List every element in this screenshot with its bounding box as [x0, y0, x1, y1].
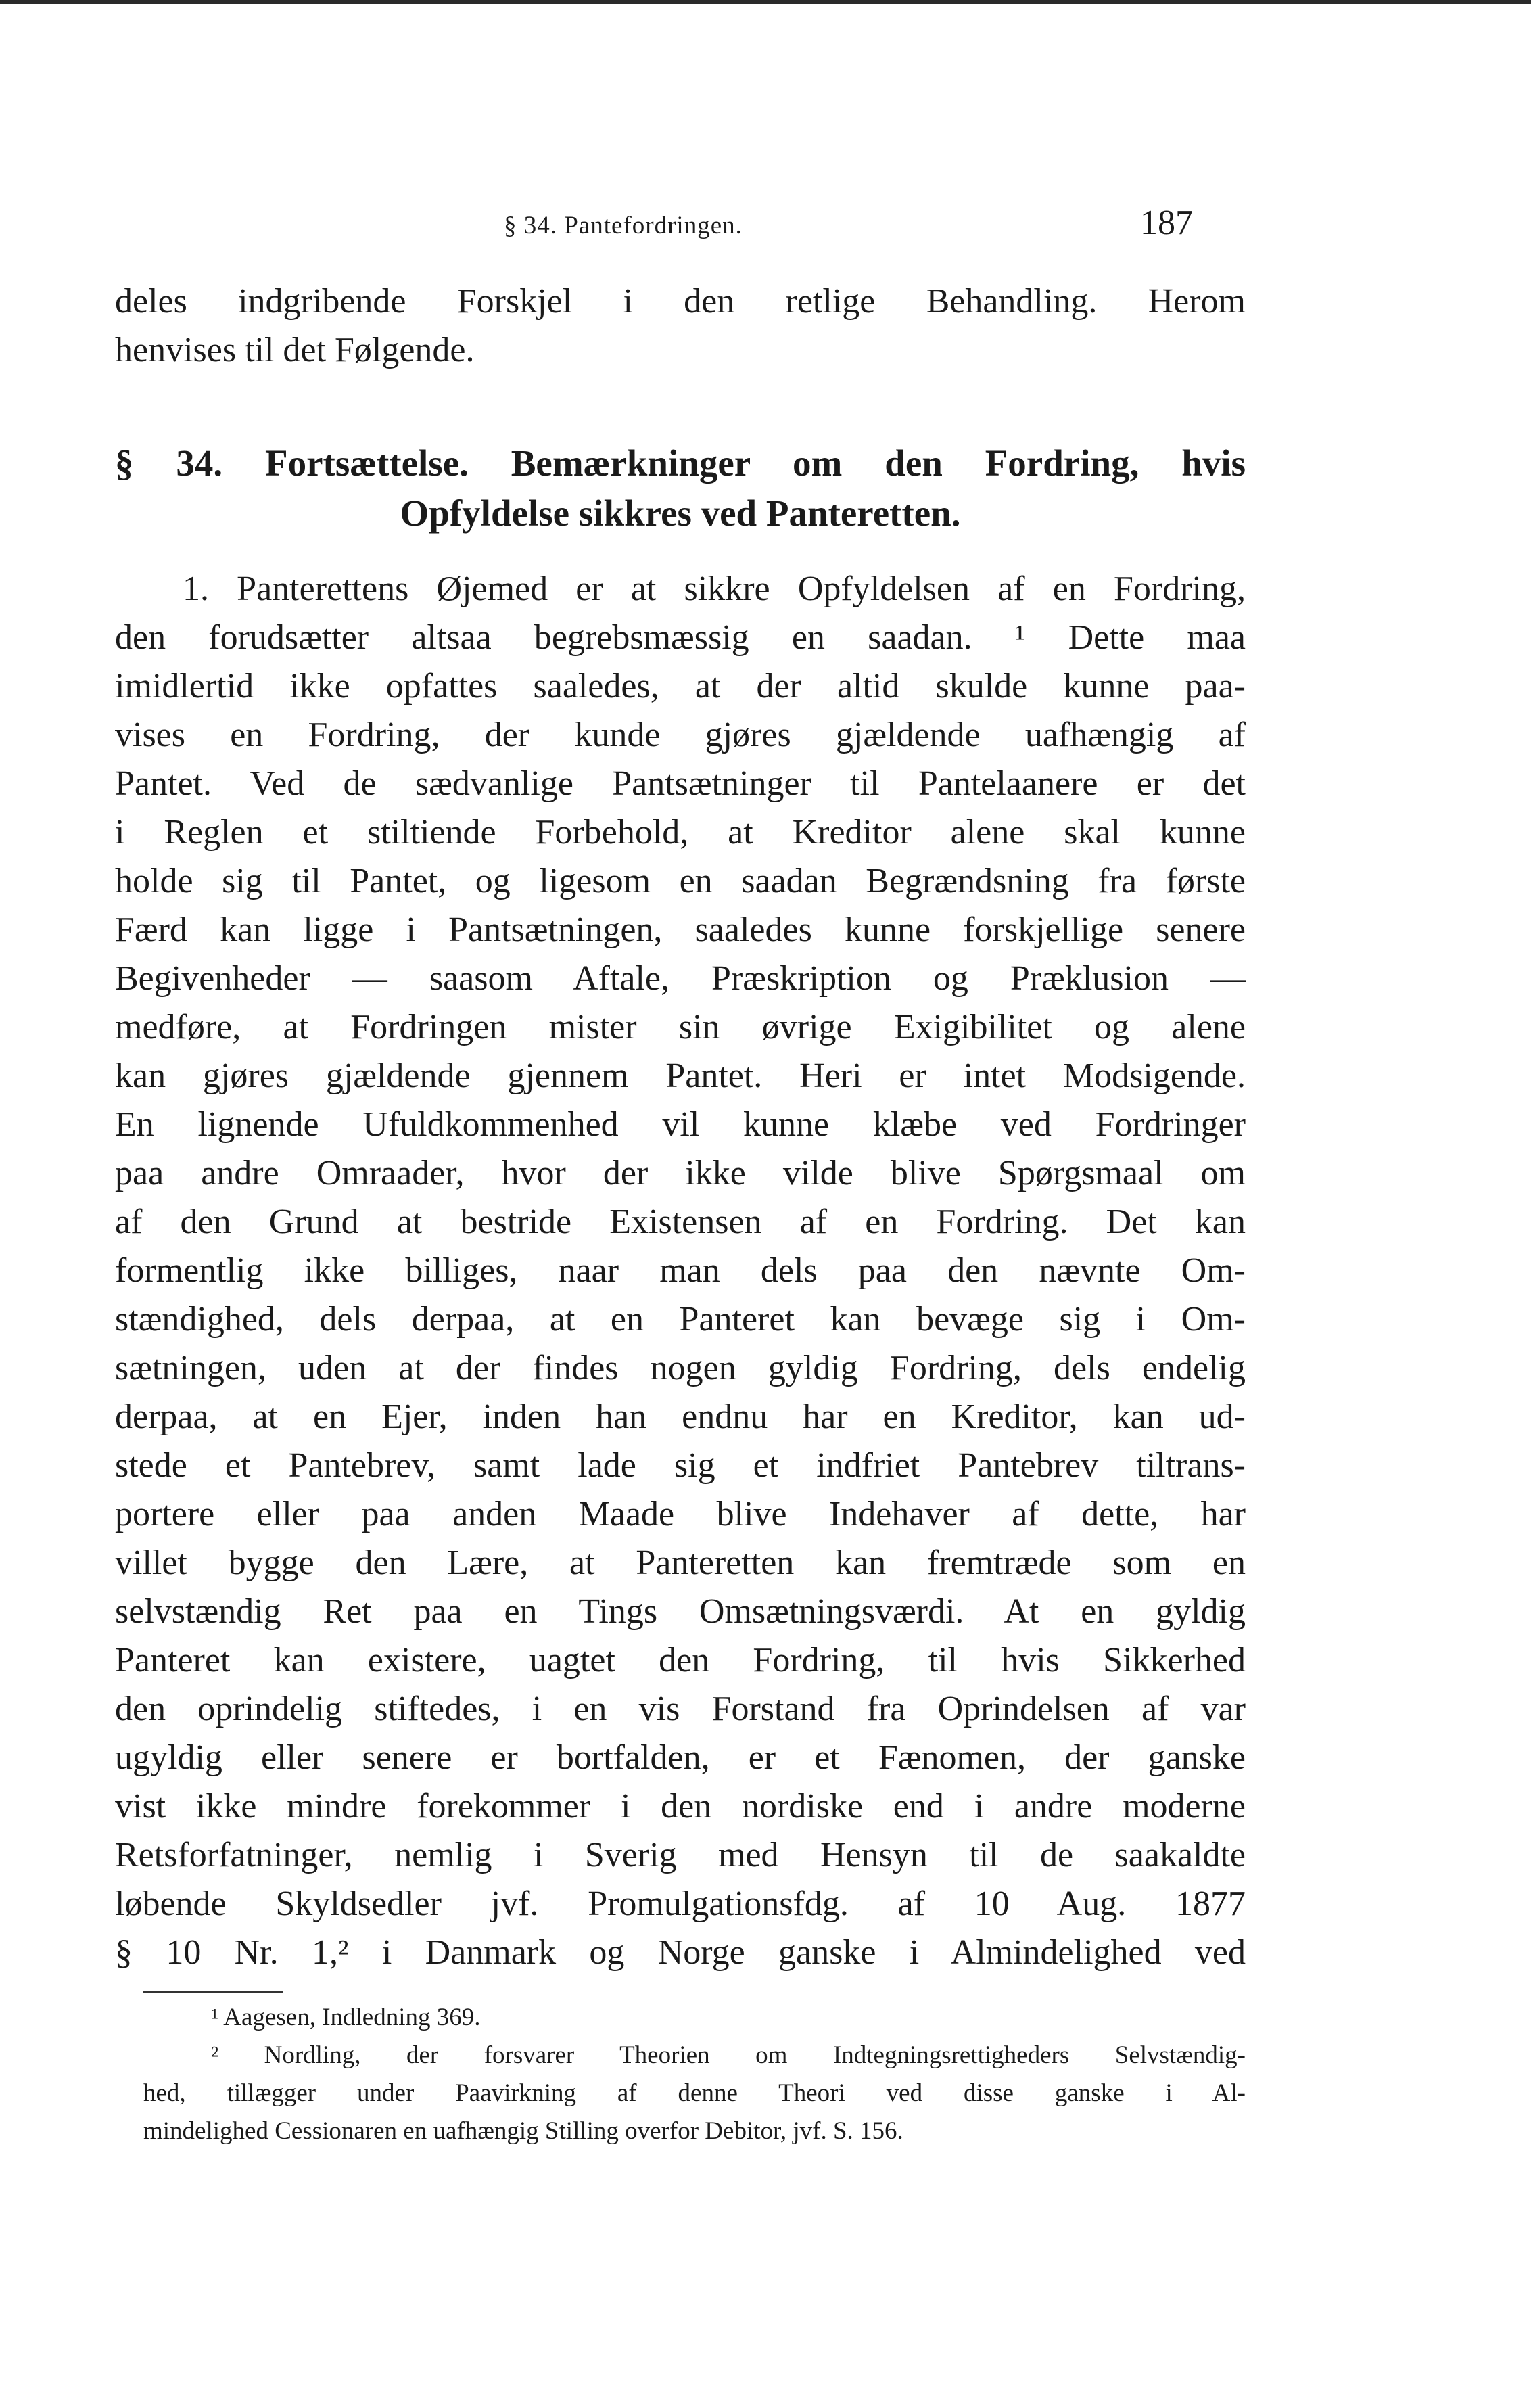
text-line: villet bygge den Lære, at Panteretten kan fremtræde som en	[115, 1544, 1246, 1582]
text-line: sætningen, uden at der findes nogen gyldig Fordring, dels endelig	[115, 1349, 1246, 1387]
text-line: ugyldig eller senere er bortfalden, er et Fænomen, der ganske	[115, 1738, 1246, 1777]
text-line: stede et Pantebrev, samt lade sig et indfriet Pantebrev tiltrans-	[115, 1446, 1246, 1485]
text-line: den oprindelig stiftedes, i en vis Forstand fra Oprindelsen af var	[115, 1690, 1246, 1728]
text-line: af den Grund at bestride Existensen af en Fordring. Det kan	[115, 1203, 1246, 1241]
text-line: § 10 Nr. 1,² i Danmark og Norge ganske i Almindelighed ved	[115, 1933, 1246, 1972]
text-line: Færd kan ligge i Pantsætningen, saaledes kunne forskjellige senere	[115, 910, 1246, 949]
text-line: imidlertid ikke opfattes saaledes, at der altid skulde kunne paa-	[115, 667, 1246, 705]
text-line: paa andre Omraader, hvor der ikke vilde blive Spørgsmaal om	[115, 1154, 1246, 1193]
text-line: 1. Panterettens Øjemed er at sikkre Opfyldelsen af en Fordring,	[183, 570, 1246, 608]
text-line: En lignende Ufuldkommenhed vil kunne klæbe ved Fordringer	[115, 1105, 1246, 1144]
footnote-line: hed, tillægger under Paavirkning af denne Theori ved disse ganske i Al-	[143, 2079, 1246, 2107]
section-heading-line: § 34. Fortsættelse. Bemærkninger om den Fordring, hvis	[115, 442, 1246, 484]
text-line: deles indgribende Forskjel i den retlige Behandling. Herom	[115, 282, 1246, 321]
page-number: 187	[1140, 204, 1193, 242]
footnote-line: mindelighed Cessionaren en uafhængig Stilling overfor Debitor, jvf. S. 156.	[143, 2117, 903, 2145]
footnote-rule	[143, 1991, 283, 1993]
running-head	[0, 204, 1531, 252]
text-line: derpaa, at en Ejer, inden han endnu har en Kreditor, kan ud-	[115, 1397, 1246, 1436]
text-line: stændighed, dels derpaa, at en Panteret kan bevæge sig i Om-	[115, 1300, 1246, 1339]
text-line: Begivenheder — saasom Aftale, Præskription og Præklusion —	[115, 959, 1246, 998]
text-line: medføre, at Fordringen mister sin øvrige Exigibilitet og alene	[115, 1008, 1246, 1046]
text-line: den forudsætter altsaa begrebsmæssig en saadan. ¹ Dette maa	[115, 618, 1246, 657]
text-line: holde sig til Pantet, og ligesom en saadan Begrændsning fra første	[115, 862, 1246, 900]
footnote-line: ¹ Aagesen, Indledning 369.	[211, 2004, 481, 2031]
body-paragraph	[115, 565, 1246, 1977]
running-head-section: § 34. Pantefordringen.	[504, 212, 743, 239]
text-line: i Reglen et stiltiende Forbehold, at Kreditor alene skal kunne	[115, 813, 1246, 852]
intro-paragraph	[115, 277, 1246, 375]
text-line: løbende Skyldsedler jvf. Promulgationsfdg. af 10 Aug. 1877	[115, 1884, 1246, 1923]
text-line: kan gjøres gjældende gjennem Pantet. Heri er intet Modsigende.	[115, 1057, 1246, 1095]
text-line: Pantet. Ved de sædvanlige Pantsætninger til Pantelaanere er det	[115, 764, 1246, 803]
text-line: henvises til det Følgende.	[115, 331, 475, 369]
text-line: vises en Fordring, der kunde gjøres gjældende uafhængig af	[115, 716, 1246, 754]
text-line: Panteret kan existere, uagtet den Fordring, til hvis Sikkerhed	[115, 1641, 1246, 1680]
text-line: portere eller paa anden Maade blive Indehaver af dette, har	[115, 1495, 1246, 1533]
text-line: Retsforfatninger, nemlig i Sverig med Hensyn til de saakaldte	[115, 1836, 1246, 1874]
section-heading	[115, 438, 1246, 538]
section-heading-line: Opfyldelse sikkres ved Panteretten.	[400, 492, 961, 534]
text-line: vist ikke mindre forekommer i den nordiske end i andre moderne	[115, 1787, 1246, 1826]
text-line: selvstændig Ret paa en Tings Omsætningsværdi. At en gyldig	[115, 1592, 1246, 1631]
text-line: formentlig ikke billiges, naar man dels paa den nævnte Om-	[115, 1251, 1246, 1290]
scan-edge	[0, 0, 1531, 4]
footnotes	[143, 1999, 1246, 2150]
footnote-line: ² Nordling, der forsvarer Theorien om Indtegningsrettigheders Selvstændig-	[211, 2041, 1246, 2069]
